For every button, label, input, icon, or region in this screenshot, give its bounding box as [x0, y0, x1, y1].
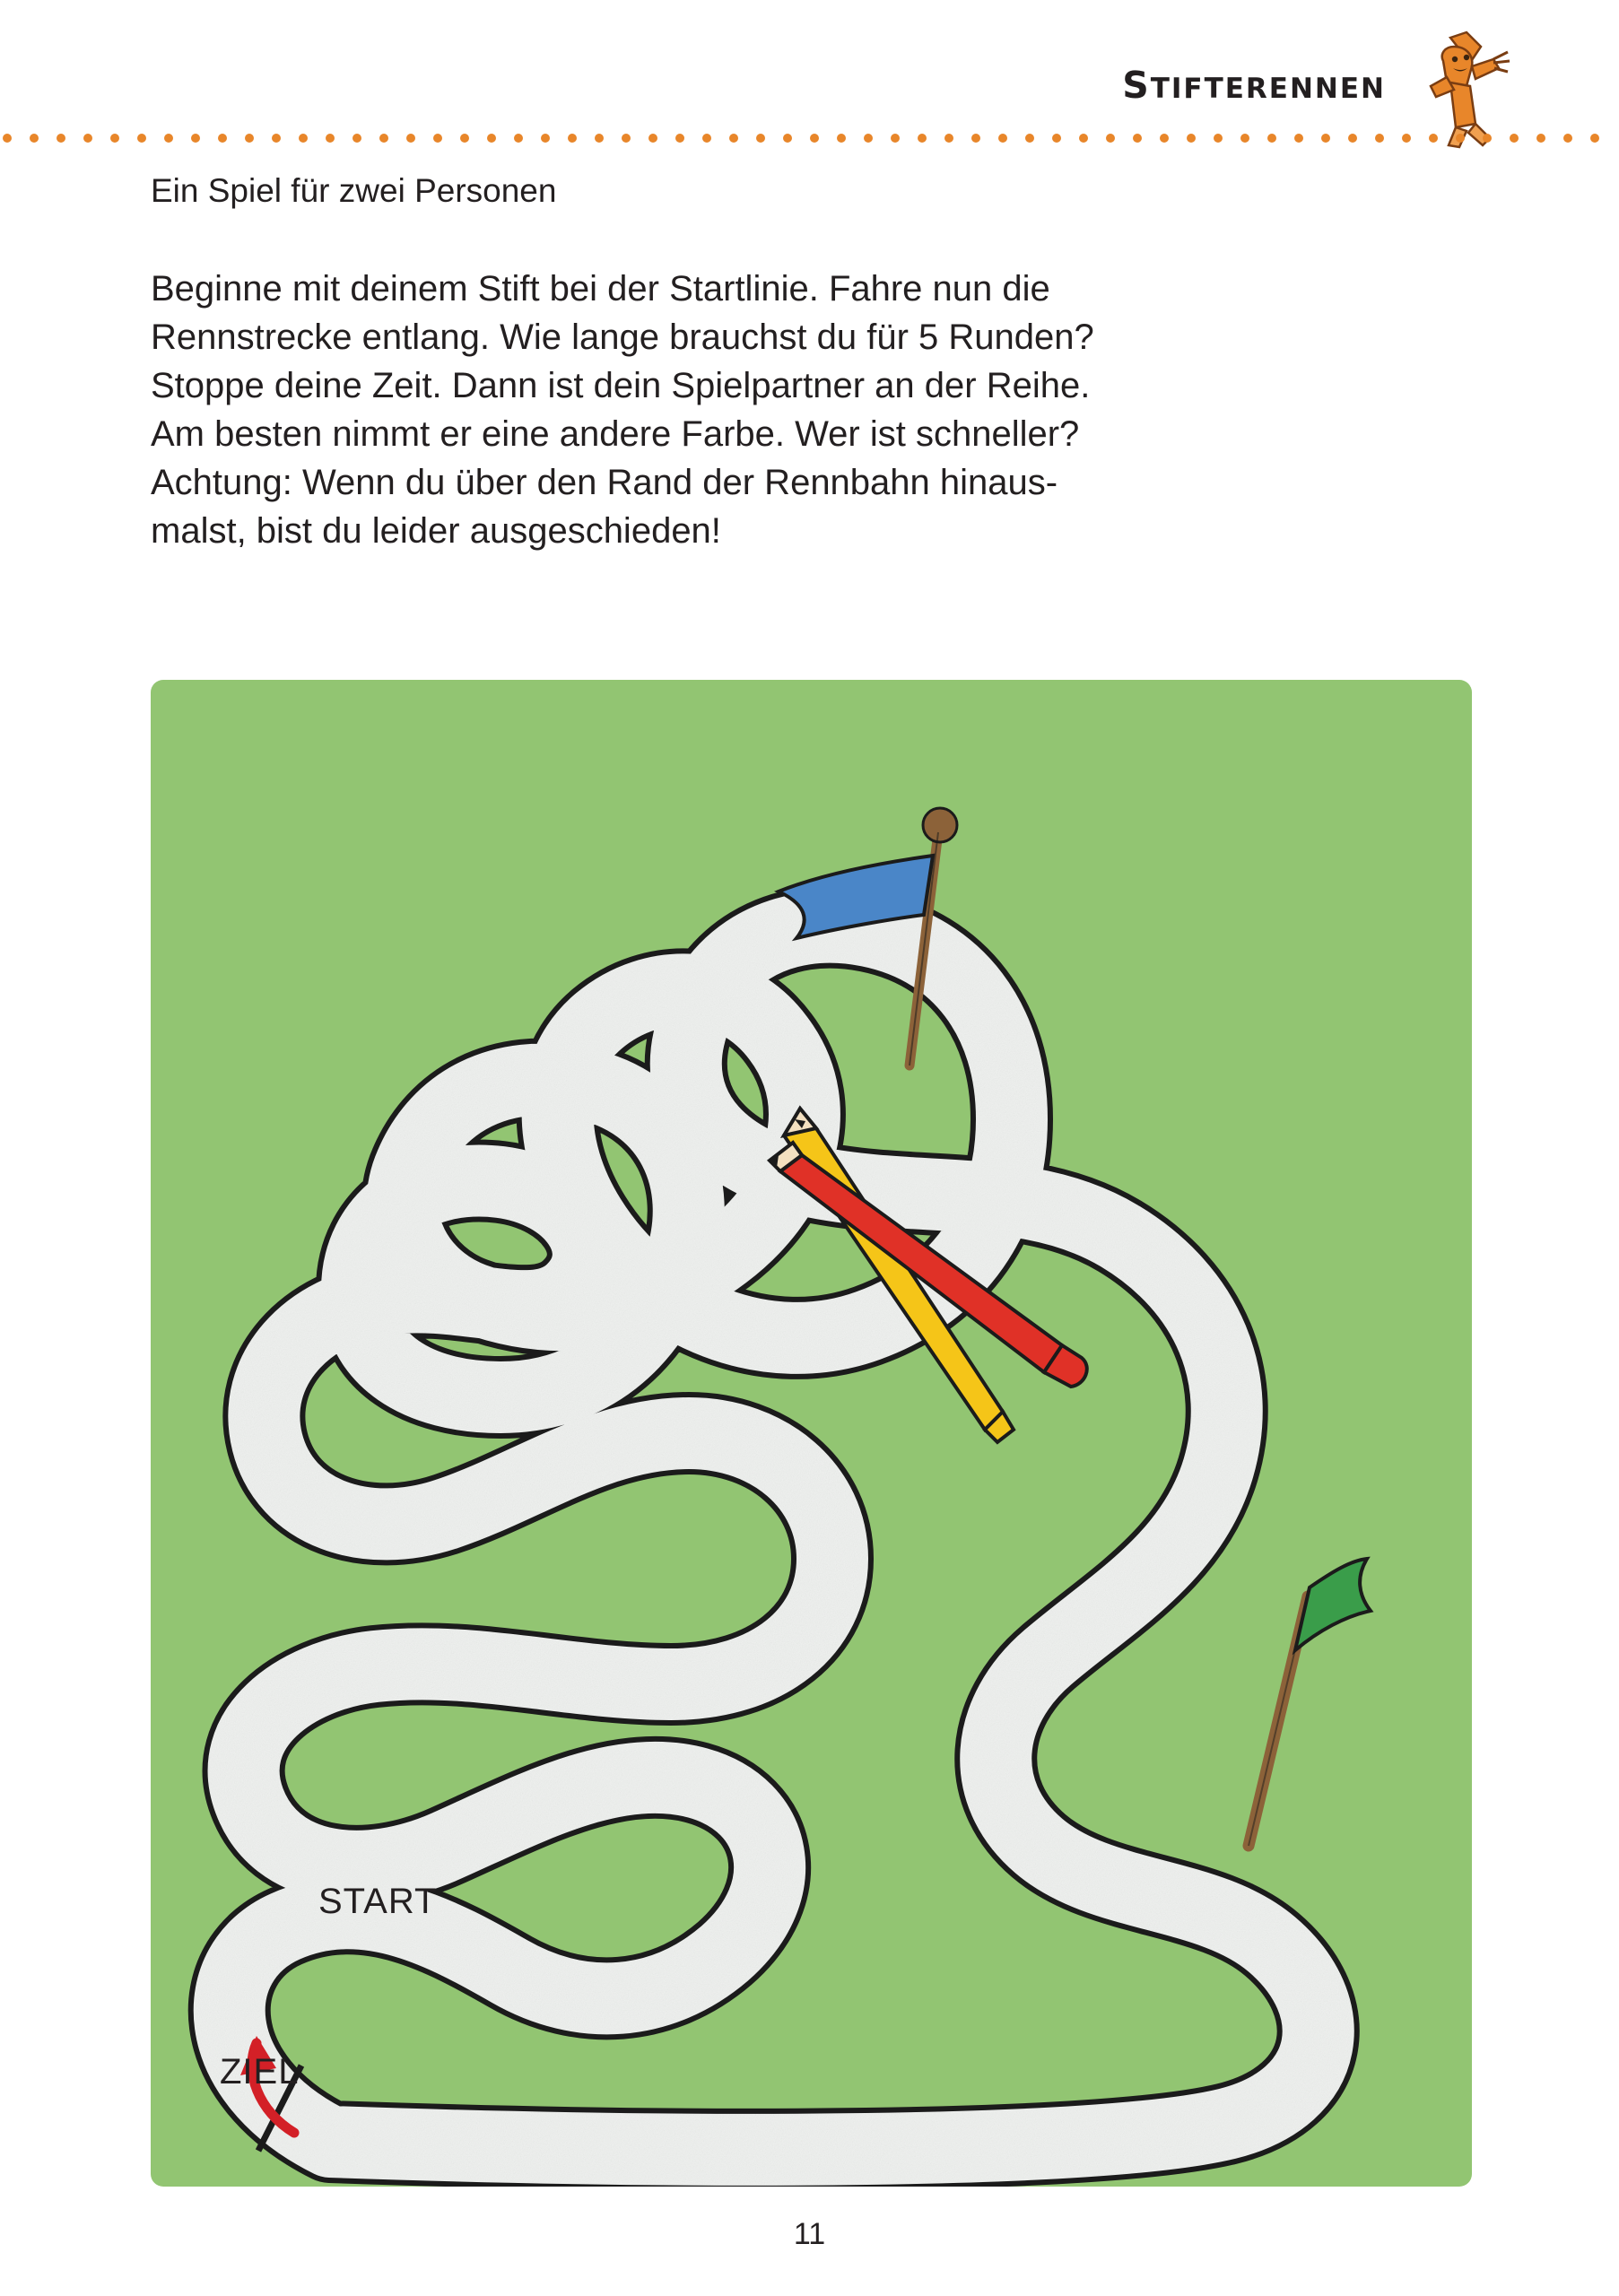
- instruction-line: Beginne mit deinem Stift bei der Startlinie. Fahre nun die: [151, 269, 1050, 309]
- label-ziel: ZIEL: [220, 2052, 300, 2092]
- dotted-divider: [0, 133, 1619, 144]
- instruction-line: Am besten nimmt er eine andere Farbe. Wer ist schneller?: [151, 414, 1080, 454]
- instruction-line: Achtung: Wenn du über den Rand der Rennbahn hinaus-: [151, 463, 1058, 502]
- page-number: 11: [793, 2217, 826, 2251]
- label-start: START: [318, 1882, 438, 1921]
- instruction-line: malst, bist du leider ausgeschieden!: [151, 511, 721, 551]
- instruction-line: Stoppe deine Zeit. Dann ist dein Spielpartner an der Reihe.: [151, 366, 1091, 405]
- race-track-svg: [151, 680, 1472, 2187]
- page-title: stifterennen: [1122, 49, 1386, 110]
- intro-subtitle: Ein Spiel für zwei Personen: [151, 172, 557, 209]
- race-track-panel: [151, 680, 1472, 2187]
- instruction-line: Rennstrecke entlang. Wie lange brauchst du für 5 Runden?: [151, 317, 1094, 357]
- page-header: [0, 0, 1619, 152]
- instructions-block: [151, 265, 1460, 555]
- green-flag-icon: [1249, 1559, 1371, 1846]
